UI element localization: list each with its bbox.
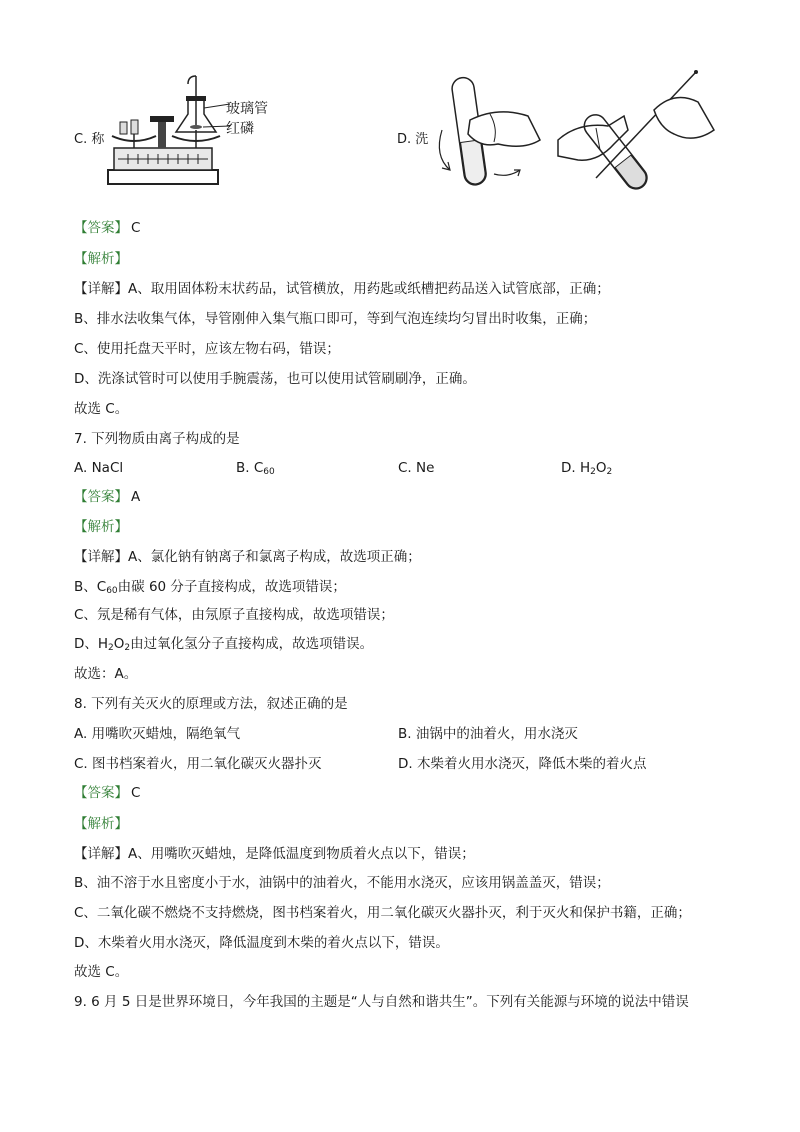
detail-d-mid: O bbox=[113, 636, 125, 652]
option-d-text: D. H bbox=[561, 460, 591, 476]
q7-option-c: C. Ne bbox=[398, 460, 435, 476]
detail-d-sub2: 2 bbox=[124, 643, 131, 653]
q6-detail-a bbox=[74, 280, 610, 298]
detail-mark: 【详解】 bbox=[74, 281, 128, 297]
q6-conclusion: 故选 C。 bbox=[74, 401, 129, 417]
detail-d-sub1: 2 bbox=[108, 643, 114, 653]
option-d-sub2: 2 bbox=[606, 467, 613, 477]
detail-b-sub: 60 bbox=[106, 586, 118, 596]
q6-analysis-heading: 【解析】 bbox=[74, 251, 128, 267]
q6-detail-c: C、使用托盘天平时，应该左物右码，错误； bbox=[74, 341, 340, 357]
option-b-text: B. C bbox=[236, 460, 264, 476]
answer-mark: 【答案】 bbox=[74, 489, 128, 505]
q7-analysis-heading: 【解析】 bbox=[74, 519, 128, 535]
q7-option-b bbox=[236, 459, 275, 481]
option-d-label: D. 洗 bbox=[397, 132, 429, 147]
q8-answer bbox=[74, 784, 140, 802]
q7-detail-c: C、氖是稀有气体，由氖原子直接构成，故选项错误； bbox=[74, 607, 394, 623]
q8-option-c: C. 图书档案着火，用二氧化碳灭火器扑灭 bbox=[74, 756, 322, 772]
q8-detail-a bbox=[74, 845, 475, 863]
option-b-subscript: 60 bbox=[263, 467, 275, 477]
answer-mark: 【答案】 bbox=[74, 220, 128, 236]
detail-a-text: A、用嘴吹灭蜡烛，是降低温度到物质着火点以下，错误； bbox=[128, 846, 475, 862]
balance-figure bbox=[104, 70, 284, 190]
detail-b-pre: B、C bbox=[74, 579, 107, 595]
option-d-sub1: 2 bbox=[590, 467, 596, 477]
answer-mark: 【答案】 bbox=[74, 785, 128, 801]
answer-value: C bbox=[131, 220, 141, 236]
q7-detail-a bbox=[74, 548, 421, 566]
q8-detail-c: C、二氧化碳不燃烧不支持燃烧，图书档案着火，用二氧化碳灭火器扑灭，利于灭火和保护书籍，正确； bbox=[74, 905, 691, 921]
q7-option-a: A. NaCl bbox=[74, 460, 124, 476]
answer-value: C bbox=[131, 785, 141, 801]
detail-d-post: 由过氧化氢分子直接构成，故选项错误。 bbox=[130, 636, 374, 652]
red-phosphorus-label: 红磷 bbox=[226, 121, 254, 137]
answer-value: A bbox=[131, 489, 141, 505]
q7-detail-d bbox=[74, 635, 373, 657]
q7-conclusion: 故选：A。 bbox=[74, 666, 138, 682]
q8-detail-b: B、油不溶于水且密度小于水，油锅中的油着火，不能用水浇灭，应该用锅盖盖灭，错误； bbox=[74, 875, 610, 891]
detail-d-pre: D、H bbox=[74, 636, 109, 652]
q7-option-d bbox=[561, 459, 612, 481]
q7-stem: 7. 下列物质由离子构成的是 bbox=[74, 431, 240, 447]
q7-answer bbox=[74, 488, 140, 506]
detail-mark: 【详解】 bbox=[74, 549, 128, 565]
q6-detail-b: B、排水法收集气体，导管刚伸入集气瓶口即可，等到气泡连续均匀冒出时收集，正确； bbox=[74, 311, 597, 327]
detail-b-post: 由碳 60 分子直接构成，故选项错误； bbox=[117, 579, 346, 595]
q6-detail-d: D、洗涤试管时可以使用手腕震荡，也可以使用试管刷刷净，正确。 bbox=[74, 371, 476, 387]
q8-option-a: A. 用嘴吹灭蜡烛，隔绝氧气 bbox=[74, 726, 241, 742]
option-d-mid: O bbox=[595, 460, 607, 476]
q8-option-d: D. 木柴着火用水浇灭，降低木柴的着火点 bbox=[398, 756, 647, 772]
q9-stem: 9. 6 月 5 日是世界环境日，今年我国的主题是“人与自然和谐共生”。下列有关能源与环境的说法中错误 bbox=[74, 994, 689, 1010]
glass-tube-label: 玻璃管 bbox=[226, 101, 268, 117]
q8-analysis-heading: 【解析】 bbox=[74, 816, 128, 832]
detail-a-text: A、取用固体粉末状药品，试管横放，用药匙或纸槽把药品送入试管底部，正确； bbox=[128, 281, 610, 297]
detail-a-text: A、氯化钠有钠离子和氯离子构成，故选项正确； bbox=[128, 549, 421, 565]
detail-mark: 【详解】 bbox=[74, 846, 128, 862]
q6-answer bbox=[74, 219, 140, 237]
wash-test-tube-figure bbox=[428, 70, 718, 195]
q8-stem: 8. 下列有关灭火的原理或方法，叙述正确的是 bbox=[74, 696, 348, 712]
q8-detail-d: D、木柴着火用水浇灭，降低温度到木柴的着火点以下，错误。 bbox=[74, 935, 449, 951]
q8-option-b: B. 油锅中的油着火，用水浇灭 bbox=[398, 726, 578, 742]
option-c-label: C. 称 bbox=[74, 132, 105, 147]
q7-detail-b bbox=[74, 578, 346, 600]
q8-conclusion: 故选 C。 bbox=[74, 964, 129, 980]
